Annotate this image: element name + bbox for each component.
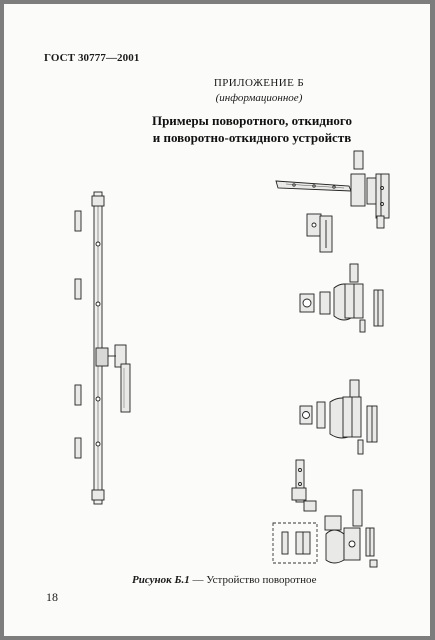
hardware-illustration — [4, 4, 430, 636]
caption-text: Устройство поворотное — [206, 574, 317, 586]
title-line-2: и поворотно-откидного устройств — [152, 130, 352, 145]
figure-caption — [132, 574, 372, 586]
lower-hinge-assembly — [300, 380, 377, 454]
caption-dash: — — [189, 574, 207, 586]
espagnolette-assembly — [75, 192, 130, 504]
document-page — [4, 4, 430, 636]
document-header: ГОСТ 30777—2001 — [44, 52, 140, 64]
upper-hinge-assembly — [276, 151, 389, 252]
page-number: 18 — [46, 590, 58, 604]
title-line-1: Примеры поворотного, откидного — [151, 113, 353, 128]
appendix-note: (информационное) — [215, 92, 303, 104]
middle-hinge-assembly — [300, 264, 383, 332]
caption-label: Рисунок Б.1 — [132, 574, 190, 586]
appendix-heading: ПРИЛОЖЕНИЕ Б — [213, 77, 305, 89]
bottom-bearing-assembly — [273, 460, 377, 567]
